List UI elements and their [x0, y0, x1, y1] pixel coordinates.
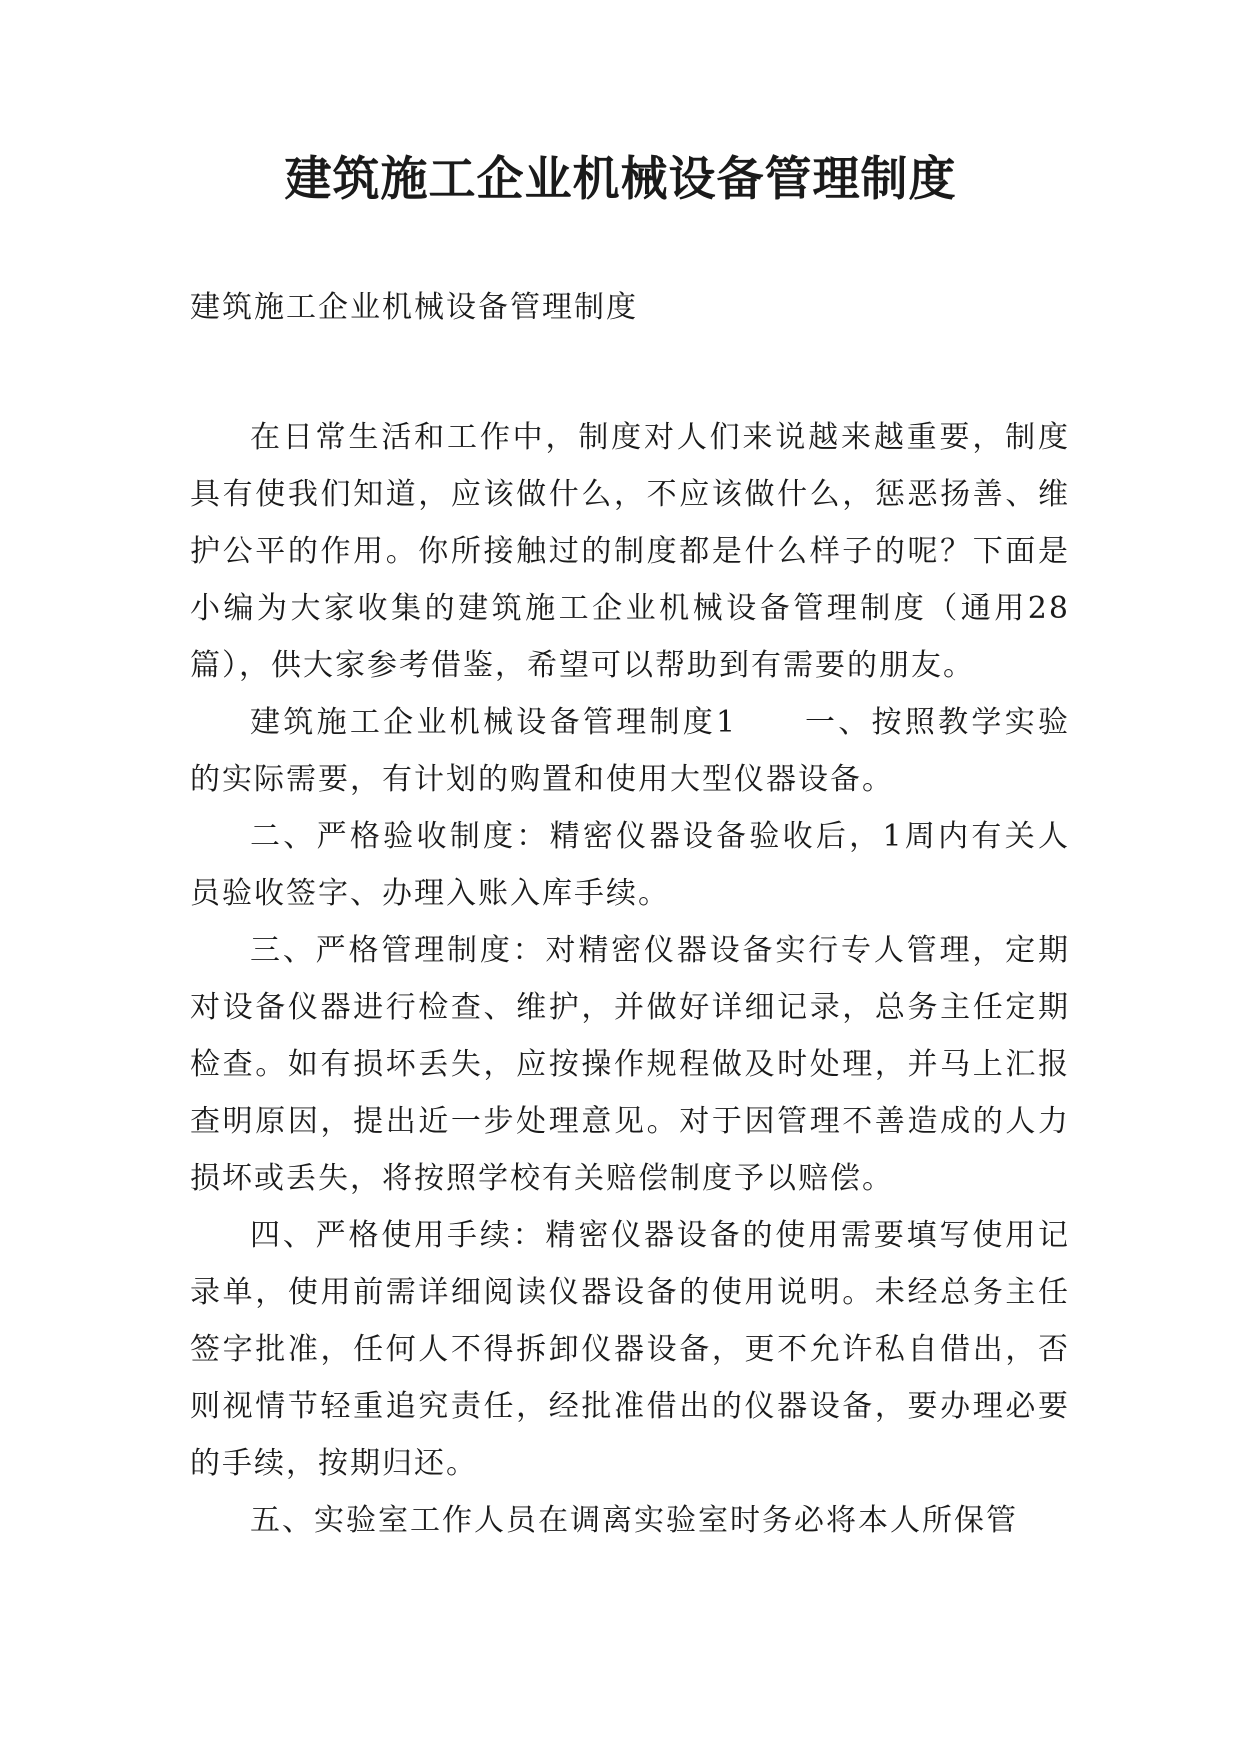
paragraph-item-4: 四、严格使用手续：精密仪器设备的使用需要填写使用记录单，使用前需详细阅读仪器设备的使用说明。未经总务主任签字批准，任何人不得拆卸仪器设备，更不允许私自借出，否则视情节轻重追究责任，经批准借出的仪器设备，要办理必要的手续，按期归还。 — [190, 1218, 1070, 1481]
paragraph-item-1: 建筑施工企业机械设备管理制度1 一、按照教学实验的实际需要，有计划的购置和使用大型仪器设备。 — [190, 705, 1070, 797]
paragraph-item-2: 二、严格验收制度：精密仪器设备验收后，1周内有关人员验收签字、办理入账入库手续。 — [190, 819, 1070, 911]
paragraph-item-5: 五、实验室工作人员在调离实验室时务必将本人所保管 — [250, 1503, 1018, 1538]
document-title: 建筑施工企业机械设备管理制度 — [284, 152, 957, 207]
document-body — [190, 409, 1070, 1549]
document-subtitle: 建筑施工企业机械设备管理制度 — [190, 290, 638, 325]
paragraph-item-3: 三、严格管理制度：对精密仪器设备实行专人管理，定期对设备仪器进行检查、维护，并做好详细记录，总务主任定期检查。如有损坏丢失，应按操作规程做及时处理，并马上汇报查明原因，提出近一步处理意见。对于因管理不善造成的人力损坏或丢失，将按照学校有关赔偿制度予以赔偿。 — [190, 933, 1070, 1196]
paragraph-intro: 在日常生活和工作中，制度对人们来说越来越重要，制度具有使我们知道，应该做什么，不应该做什么，惩恶扬善、维护公平的作用。你所接触过的制度都是什么样子的呢？下面是小编为大家收集的建筑施工企业机械设备管理制度（通用28篇），供大家参考借鉴，希望可以帮助到有需要的朋友。 — [190, 420, 1070, 683]
